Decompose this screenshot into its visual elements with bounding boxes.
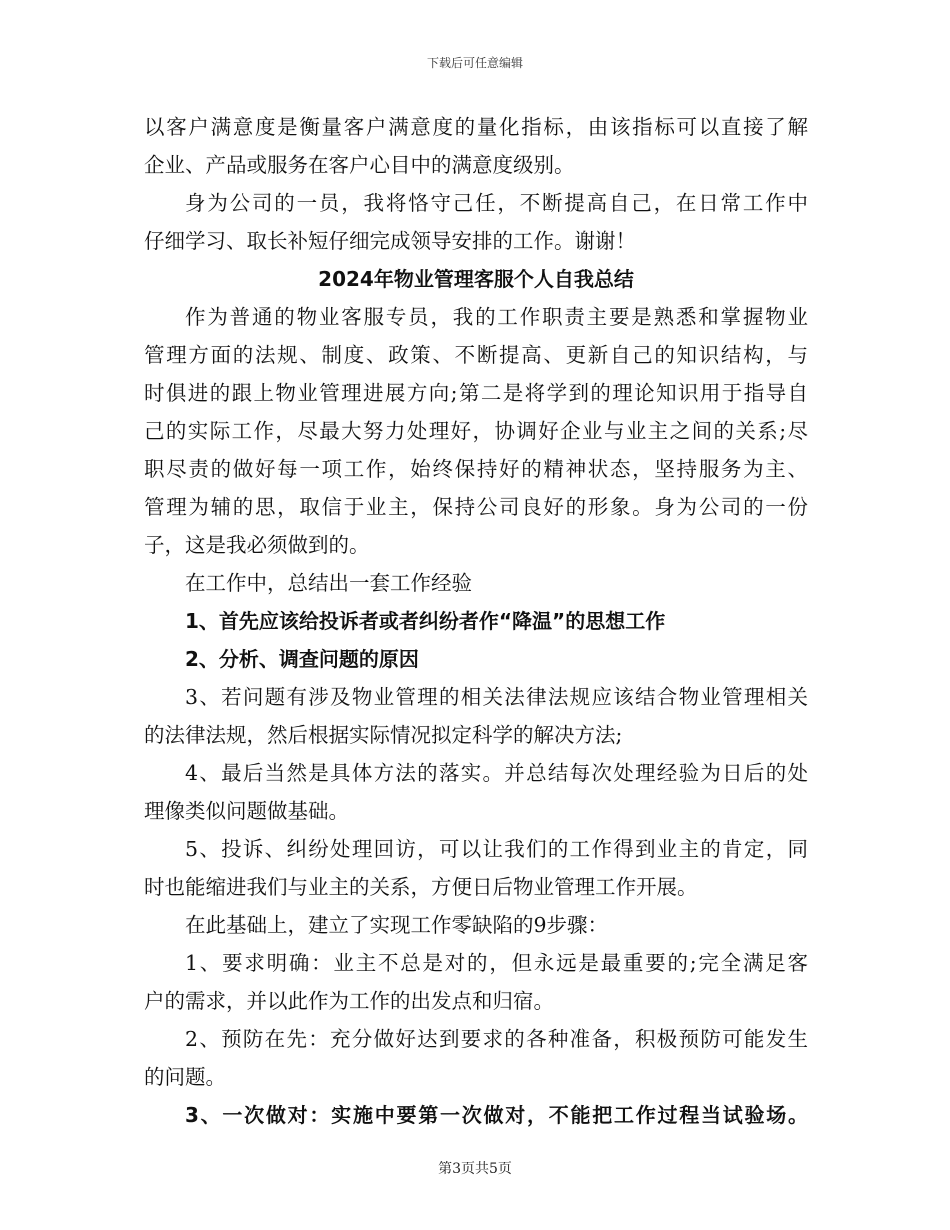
- paragraph-line: 职尽责的做好每一项工作，始终保持好的精神状态，坚持服务为主、: [144, 457, 808, 481]
- paragraph-line: 身为公司的一员，我将恪守己任，不断提高自己，在日常工作中: [185, 191, 808, 215]
- bold-step-heading: 2、分析、调查问题的原因: [185, 647, 419, 671]
- paragraph-line: 理像类似问题做基础。: [144, 799, 349, 823]
- paragraph-line: 管理方面的法规、制度、政策、不断提高、更新自己的知识结构，与: [144, 343, 808, 367]
- document-body: [144, 108, 808, 1134]
- page-number: 第3页共5页: [438, 1161, 512, 1177]
- bold-step-heading: 1、首先应该给投诉者或者纠纷者作“降温”的思想工作: [185, 609, 666, 633]
- section-title: 2024年物业管理客服个人自我总结: [318, 267, 634, 291]
- paragraph-line: 的问题。: [144, 1065, 226, 1089]
- paragraph-line: 3、若问题有涉及物业管理的相关法律法规应该结合物业管理相关: [185, 685, 808, 709]
- paragraph-line: 时也能缩进我们与业主的关系，方便日后物业管理工作开展。: [144, 875, 698, 899]
- paragraph-line: 子，这是我必须做到的。: [144, 533, 370, 557]
- paragraph-line: 以客户满意度是衡量客户满意度的量化指标，由该指标可以直接了解: [144, 115, 808, 139]
- paragraph-line: 1、要求明确：业主不总是对的，但永远是最重要的;完全满足客: [185, 951, 808, 975]
- paragraph-line: 作为普通的物业客服专员，我的工作职责主要是熟悉和掌握物业: [185, 305, 808, 329]
- paragraph-line: 仔细学习、取长补短仔细完成领导安排的工作。谢谢！: [144, 229, 636, 253]
- paragraph-line: 在工作中，总结出一套工作经验: [185, 571, 472, 595]
- paragraph-line: 4、最后当然是具体方法的落实。并总结每次处理经验为日后的处: [185, 761, 808, 785]
- paragraph-line: 户的需求，并以此作为工作的出发点和归宿。: [144, 989, 554, 1013]
- paragraph-line: 5、投诉、纠纷处理回访，可以让我们的工作得到业主的肯定，同: [185, 837, 808, 861]
- paragraph-line: 管理为辅的思，取信于业主，保持公司良好的形象。身为公司的一份: [144, 495, 808, 519]
- paragraph-line: 在此基础上，建立了实现工作零缺陷的9步骤：: [185, 913, 609, 937]
- paragraph-line: 的法律法规，然后根据实际情况拟定科学的解决方法;: [144, 723, 623, 747]
- page-header: 下载后可任意编辑: [426, 56, 523, 70]
- bold-step-heading: 3、一次做对：实施中要第一次做对，不能把工作过程当试验场。: [185, 1103, 808, 1127]
- paragraph-line: 时俱进的跟上物业管理进展方向;第二是将学到的理论知识用于指导自: [144, 381, 808, 405]
- paragraph-line: 己的实际工作，尽最大努力处理好，协调好企业与业主之间的关系;尽: [144, 419, 808, 443]
- paragraph-line: 企业、产品或服务在客户心目中的满意度级别。: [144, 153, 575, 177]
- paragraph-line: 2、预防在先：充分做好达到要求的各种准备，积极预防可能发生: [185, 1027, 808, 1051]
